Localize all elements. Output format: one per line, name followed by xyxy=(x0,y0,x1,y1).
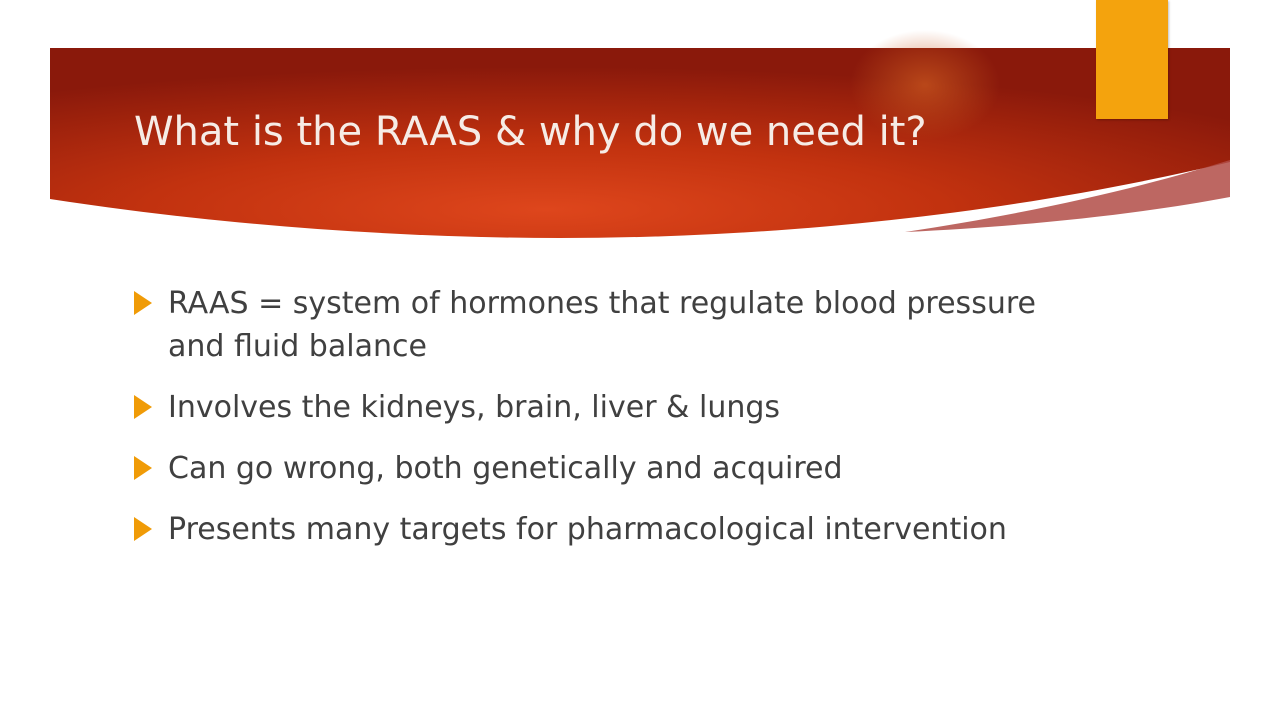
bullet-text: Presents many targets for pharmacological intervention xyxy=(168,512,1007,547)
bullet-list xyxy=(134,282,1074,569)
bullet-item xyxy=(134,447,1074,490)
bullet-text: Involves the kidneys, brain, liver & lungs xyxy=(168,390,781,425)
accent-tab xyxy=(1096,0,1168,119)
bullet-item xyxy=(134,508,1074,551)
bullet-text: Can go wrong, both genetically and acquired xyxy=(168,451,843,486)
bullet-item xyxy=(134,386,1074,429)
bullet-text: RAAS = system of hormones that regulate blood pressure and fluid balance xyxy=(168,286,1036,364)
triangle-bullet-icon xyxy=(134,291,152,315)
triangle-bullet-icon xyxy=(134,456,152,480)
slide-title: What is the RAAS & why do we need it? xyxy=(134,109,927,155)
triangle-bullet-icon xyxy=(134,517,152,541)
triangle-bullet-icon xyxy=(134,395,152,419)
bullet-item xyxy=(134,282,1074,368)
